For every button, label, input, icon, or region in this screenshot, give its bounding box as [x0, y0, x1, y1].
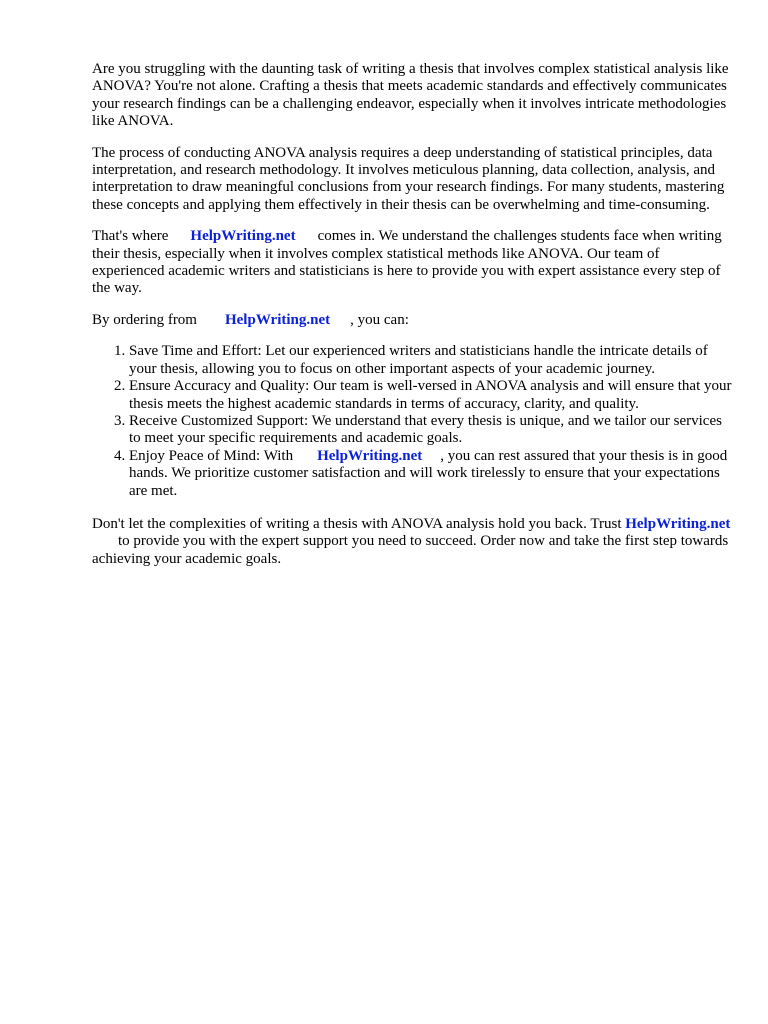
benefits-list [92, 343, 732, 500]
intro-paragraph [92, 61, 732, 131]
helpwriting-link[interactable]: HelpWriting.net [190, 228, 296, 245]
process-text: The process of conducting ANOVA analysis requires a deep understanding of statistical principles, data interpretation, and research methodology. It involves meticulous planning, data collection, analysis, and interpretation to draw meaningful conclusions from your research findings. For many students, mastering these concepts and applying them effectively in their thesis can be overwhelming and time-consuming. [92, 144, 725, 213]
ordering-text-before: By ordering from [92, 311, 197, 328]
helpwriting-link[interactable]: HelpWriting.net [224, 311, 331, 328]
closing-text-after: to provide you with the expert support you need to succeed. Order now and take the first step towards achieving your academic goals. [92, 533, 729, 567]
list-item-text: Ensure Accuracy and Quality: Our team is well-versed in ANOVA analysis and will ensure that your thesis meets the highest academic standards in terms of accuracy, clarity, and quality. [129, 378, 732, 412]
ordering-text-after: , you can: [350, 311, 409, 328]
list-item-text: Save Time and Effort: Let our experienced writers and statisticians handle the intricate details of your thesis, allowing you to focus on other important aspects of your academic journey. [129, 343, 708, 377]
list-item [129, 413, 732, 448]
helpwriting-link[interactable]: HelpWriting.net [317, 447, 423, 464]
service-text-after: comes in. We understand the challenges students face when writing their thesis, especially when it involves complex statistical methods like ANOVA. Our team of experienced academic writers and statisticians is here to provide you with expert assistance every step of the way. [92, 228, 722, 297]
list-item [129, 448, 732, 500]
service-paragraph [92, 228, 732, 298]
list-item-text-before: Enjoy Peace of Mind: With [129, 447, 294, 464]
list-item [129, 378, 732, 413]
list-item [129, 343, 732, 378]
service-text-before: That's where [92, 228, 169, 245]
list-item-text-after: , you can rest assured that your thesis is in good hands. We prioritize customer satisfaction and will work tirelessly to ensure that your expectations are met. [129, 447, 728, 499]
process-paragraph [92, 145, 732, 215]
helpwriting-link[interactable]: HelpWriting.net [625, 515, 731, 532]
intro-text: Are you struggling with the daunting task of writing a thesis that involves complex statistical analysis like ANOVA? You're not alone. Crafting a thesis that meets academic standards and effectively communicates your research findings can be a challenging endeavor, especially when it involves intricate methodologies like ANOVA. [92, 61, 729, 130]
ordering-paragraph [92, 312, 732, 329]
document-page [92, 61, 732, 582]
list-item-text: Receive Customized Support: We understand that every thesis is unique, and we tailor our services to meet your specific requirements and academic goals. [129, 412, 722, 447]
closing-text-before: Don't let the complexities of writing a thesis with ANOVA analysis hold you back. Trust [92, 515, 622, 532]
closing-paragraph [92, 516, 732, 568]
